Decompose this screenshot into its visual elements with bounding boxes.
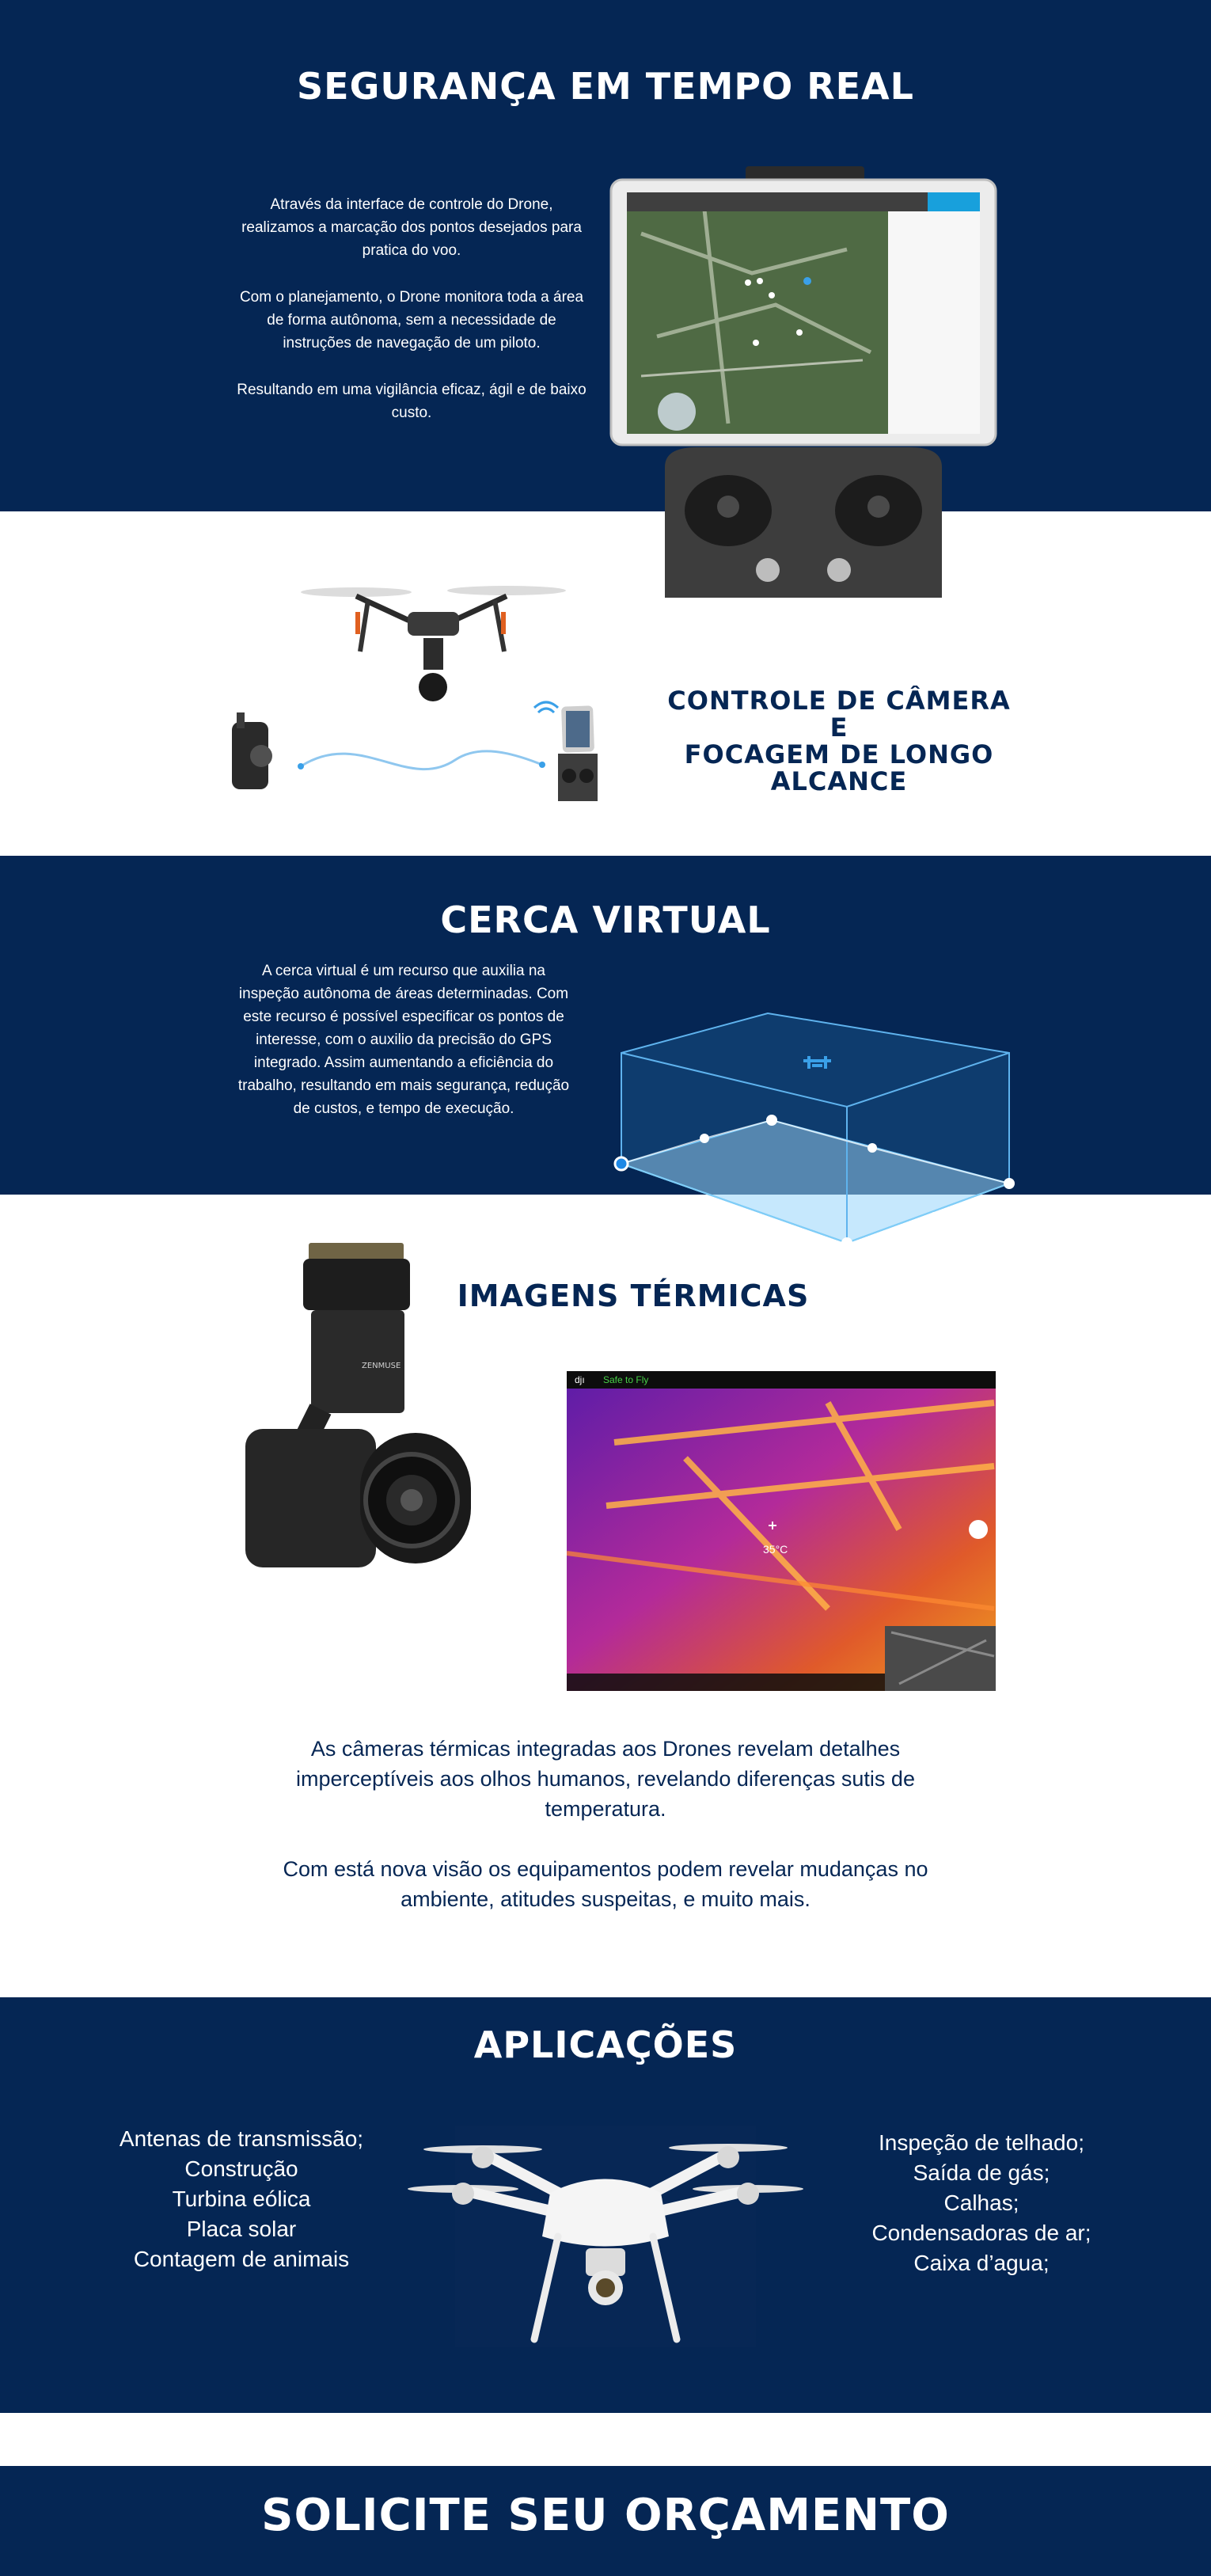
section-title-aplicacoes: APLICAÇÕES xyxy=(473,2023,738,2066)
thermal-screen-image xyxy=(567,1371,996,1691)
seguranca-paragraph-3: Resultando em uma vigilância eficaz, ágil e de baixo custo. xyxy=(237,382,587,421)
phantom-drone-image xyxy=(408,2118,803,2347)
controle-title-line-1: CONTROLE DE CÂMERA E xyxy=(667,686,1011,743)
aplicacoes-list-right xyxy=(839,2128,1124,2278)
thermal-temperature-label: 35°C xyxy=(763,1543,788,1556)
virtual-fence-illustration xyxy=(609,1005,1021,1259)
list-item: Contagem de animais xyxy=(133,2247,350,2271)
list-item: Calhas; xyxy=(943,2190,1019,2215)
thermal-status-label: Safe to Fly xyxy=(603,1374,649,1385)
seguranca-paragraph-1: Através da interface de controle do Drone, realizamos a marcação dos pontos desejados para pratica do voo. xyxy=(241,196,582,259)
list-item: Caixa d’agua; xyxy=(913,2251,1050,2275)
list-item: Saída de gás; xyxy=(913,2160,1050,2185)
tablet-controller-image xyxy=(609,162,997,602)
list-item: Placa solar xyxy=(186,2217,297,2241)
list-item: Antenas de transmissão; xyxy=(119,2126,364,2151)
section-title-imagens-termicas: IMAGENS TÉRMICAS xyxy=(457,1279,810,1313)
section-title-cerca-virtual: CERCA VIRTUAL xyxy=(440,899,771,941)
list-item: Condensadoras de ar; xyxy=(871,2221,1091,2245)
aplicacoes-list-left xyxy=(95,2124,388,2274)
section-title-controle-camera xyxy=(661,687,1017,795)
seguranca-description xyxy=(233,193,590,424)
seguranca-paragraph-2: Com o planejamento, o Drone monitora toda a área de forma autônoma, sem a necessidade de instruções de navegação de um piloto. xyxy=(239,289,584,351)
list-item: Construção xyxy=(184,2156,298,2181)
list-item: Turbina eólica xyxy=(172,2187,311,2211)
list-item: Inspeção de telhado; xyxy=(879,2130,1084,2155)
controle-title-line-2: FOCAGEM DE LONGO xyxy=(684,739,994,769)
termicas-paragraph-2: Com está nova visão os equipamentos podem revelar mudanças no ambiente, atitudes suspeitas, e muito mais. xyxy=(283,1857,928,1911)
section-title-seguranca: SEGURANÇA EM TEMPO REAL xyxy=(297,65,914,108)
controle-title-line-3: ALCANCE xyxy=(770,766,908,796)
cta-title-solicite-orcamento[interactable]: SOLICITE SEU ORÇAMENTO xyxy=(261,2490,950,2541)
svg-text:djı: djı xyxy=(575,1374,585,1385)
cinema-drone-image xyxy=(297,576,570,703)
svg-text:ZENMUSE: ZENMUSE xyxy=(362,1362,401,1370)
cerca-virtual-description: A cerca virtual é um recurso que auxilia na inspeção autônoma de áreas determinadas. Com este recurso é possível especificar os pontos de interesse, com o auxilio da precisão do GPS integrado. Assim aumentando a eficiência do trabalho, resultando em mais segurança, redução de custos, e tempo de execução. xyxy=(237,963,570,1117)
focus-remote-image xyxy=(226,697,598,807)
termicas-paragraph-1: As câmeras térmicas integradas aos Drones revelam detalhes imperceptíveis aos olhos humanos, revelando diferenças sutis de temperatura. xyxy=(296,1737,915,1821)
termicas-description xyxy=(273,1734,938,1914)
